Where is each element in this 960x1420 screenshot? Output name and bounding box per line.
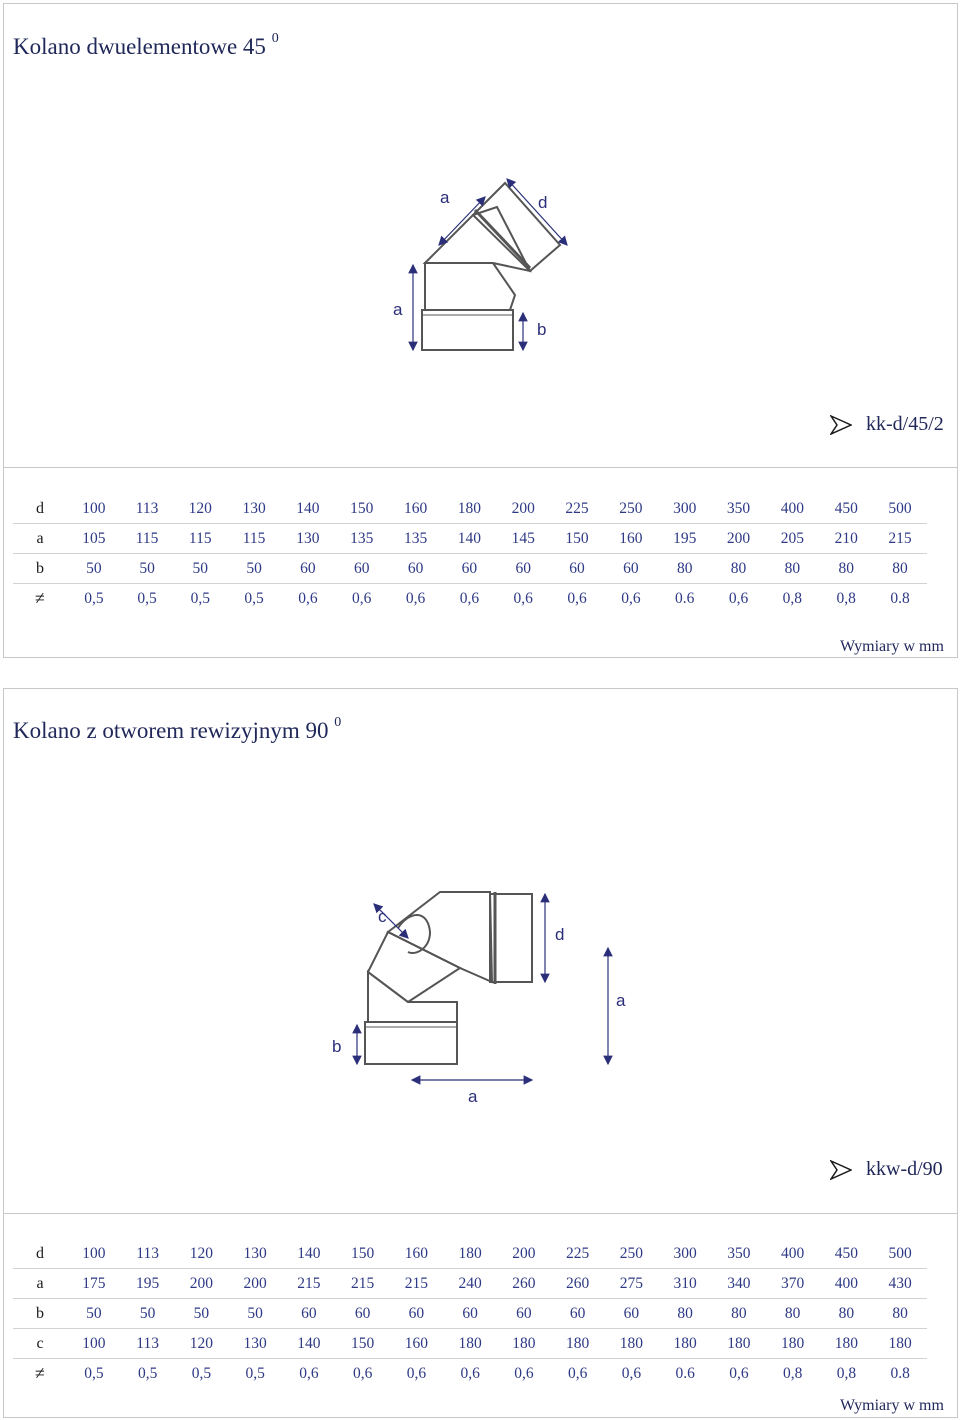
title-sup: 0 — [334, 715, 342, 730]
table-cell: 180 — [551, 1329, 605, 1359]
table-cell: 60 — [282, 1299, 336, 1329]
elbow-90-inspection-drawing — [320, 880, 640, 1110]
table-cell: 50 — [227, 554, 281, 584]
table-cell: 80 — [712, 554, 766, 584]
table-cell: 0,6 — [460, 1364, 480, 1382]
table-cell: 215 — [873, 524, 927, 554]
table-cell: 500 — [873, 1239, 927, 1269]
table-cell: 400 — [820, 1269, 874, 1299]
table-cell: 113 — [121, 1239, 175, 1269]
table-cell: 0,6 — [405, 589, 426, 607]
table-cell: 0,5 — [137, 589, 157, 607]
table-cell: 60 — [336, 1299, 390, 1329]
table-cell: 80 — [820, 1299, 874, 1329]
label-d: d — [555, 925, 565, 944]
table-cell: 0.6 — [675, 589, 695, 607]
table-row — [13, 584, 927, 614]
table-cell: 135 — [335, 524, 389, 554]
label-a-horizontal: a — [468, 1087, 478, 1106]
table-cell: 145 — [496, 524, 550, 554]
table-cell: 60 — [335, 554, 389, 584]
table-cell: 180 — [712, 1329, 766, 1359]
table-cell: 0,6 — [728, 589, 749, 607]
table-cell: 200 — [175, 1269, 229, 1299]
table-cell: 180 — [605, 1329, 659, 1359]
table-cell: 80 — [658, 1299, 712, 1329]
table-cell: 150 — [335, 494, 389, 524]
table-cell: 80 — [766, 1299, 820, 1329]
table-cell: 50 — [121, 554, 174, 584]
table-cell: 120 — [175, 1329, 229, 1359]
table-cell: 150 — [550, 524, 604, 554]
table-cell: 350 — [712, 1239, 766, 1269]
table-cell: 180 — [658, 1329, 712, 1359]
table-cell: 180 — [442, 494, 496, 524]
label-a-lower: a — [393, 300, 403, 319]
table-cell: 180 — [873, 1329, 927, 1359]
table-cell: 215 — [336, 1269, 390, 1299]
table-cell: 160 — [604, 524, 658, 554]
table-cell: 180 — [443, 1329, 497, 1359]
table-cell: 0,8 — [782, 1364, 803, 1382]
row-label: a — [13, 524, 67, 554]
spec-table-1 — [13, 494, 927, 613]
table-cell: 60 — [442, 554, 496, 584]
table-cell: 0,5 — [137, 1364, 158, 1382]
table-cell: 135 — [389, 524, 443, 554]
table-cell: 0.6 — [675, 1364, 695, 1382]
table-cell: 80 — [712, 1299, 766, 1329]
table-cell: 180 — [443, 1239, 497, 1269]
table-cell: 215 — [282, 1269, 336, 1299]
table-cell: 160 — [390, 1329, 444, 1359]
table-cell: 0,8 — [836, 589, 856, 607]
table-cell: 150 — [336, 1329, 390, 1359]
row-label: c — [13, 1329, 67, 1359]
arrowhead-bullet-icon — [830, 1160, 852, 1180]
table-cell: 0,8 — [836, 1364, 857, 1382]
label-a-upper: a — [440, 188, 450, 207]
arrowhead-bullet-icon — [830, 415, 852, 435]
table-cell: 80 — [873, 1299, 927, 1329]
page-title-2 — [13, 715, 342, 744]
table-cell: 0,6 — [621, 1364, 642, 1382]
table-cell: 0,6 — [406, 1364, 427, 1382]
table-cell: 200 — [496, 494, 550, 524]
table-cell: 0,5 — [190, 589, 210, 607]
table-cell: 0,8 — [782, 589, 803, 607]
table-cell: 260 — [497, 1269, 551, 1299]
row-label: a — [13, 1269, 67, 1299]
table-cell: 195 — [658, 524, 712, 554]
table-cell: 130 — [228, 1239, 282, 1269]
table-cell: 160 — [389, 494, 443, 524]
table-cell: 500 — [873, 494, 927, 524]
table-cell: 175 — [67, 1269, 121, 1299]
title-text: Kolano dwuelementowe 45 — [13, 34, 266, 59]
units-note-2: Wymiary w mm — [840, 1397, 944, 1414]
table-cell: 140 — [282, 1329, 336, 1359]
table-cell: 60 — [551, 1299, 605, 1329]
table-cell: 150 — [336, 1239, 390, 1269]
table-cell: 210 — [819, 524, 873, 554]
row-label: b — [13, 1299, 67, 1329]
table-cell: 0,6 — [514, 1364, 534, 1382]
table-row — [13, 1329, 927, 1359]
table-cell: 0.8 — [890, 1364, 910, 1382]
table-cell: 50 — [173, 554, 227, 584]
table-cell: 0,5 — [84, 1364, 104, 1382]
table-cell: 300 — [658, 1239, 712, 1269]
table-cell: 50 — [67, 1299, 121, 1329]
units-note-1: Wymiary w mm — [840, 638, 944, 655]
table-cell: 130 — [228, 1329, 282, 1359]
table-cell: 0.8 — [890, 589, 910, 607]
table-cell: 115 — [227, 524, 281, 554]
table-cell: 400 — [766, 1239, 820, 1269]
table-cell: 450 — [819, 494, 873, 524]
table-row — [13, 494, 927, 524]
label-b: b — [332, 1037, 342, 1056]
table-cell: 240 — [443, 1269, 497, 1299]
product-code-2 — [830, 1158, 943, 1181]
table-row — [13, 524, 927, 554]
table-cell: 0,6 — [621, 589, 641, 607]
table-cell: 80 — [873, 554, 927, 584]
table-cell: 450 — [820, 1239, 874, 1269]
table-cell: 60 — [550, 554, 604, 584]
table-cell: 113 — [121, 494, 174, 524]
table-cell: 50 — [175, 1299, 229, 1329]
table-cell: 250 — [604, 494, 658, 524]
table-cell: 0,6 — [459, 589, 480, 607]
table-cell: 0,6 — [352, 1364, 373, 1382]
table-cell: 0,6 — [729, 1364, 749, 1382]
label-b: b — [537, 320, 547, 339]
table-cell: 115 — [173, 524, 227, 554]
row-label: ≠ — [35, 588, 45, 608]
spec-table-2 — [13, 1239, 927, 1388]
table-cell: 0,6 — [567, 589, 587, 607]
table-cell: 50 — [121, 1299, 175, 1329]
table-row — [13, 1239, 927, 1269]
table-cell: 100 — [67, 1329, 121, 1359]
table-cell: 0,6 — [299, 1364, 319, 1382]
table-cell: 60 — [604, 554, 658, 584]
page-title-1 — [13, 31, 279, 60]
table-cell: 200 — [228, 1269, 282, 1299]
table-cell: 60 — [443, 1299, 497, 1329]
label-a-vertical: a — [616, 991, 626, 1010]
table-cell: 340 — [712, 1269, 766, 1299]
table-cell: 80 — [819, 554, 873, 584]
table-cell: 60 — [390, 1299, 444, 1329]
table-cell: 260 — [551, 1269, 605, 1299]
table-cell: 370 — [766, 1269, 820, 1299]
table-cell: 195 — [121, 1269, 175, 1299]
table-cell: 50 — [67, 554, 121, 584]
label-c: c — [378, 907, 387, 926]
table-cell: 100 — [67, 494, 121, 524]
table-row — [13, 1359, 927, 1389]
table-row — [13, 1299, 927, 1329]
table-cell: 0,5 — [245, 1364, 265, 1382]
table-cell: 130 — [227, 494, 281, 524]
table-cell: 105 — [67, 524, 121, 554]
table-cell: 225 — [550, 494, 604, 524]
label-d: d — [538, 193, 548, 212]
title-text: Kolano z otworem rewizyjnym 90 — [13, 718, 329, 743]
table-cell: 0,5 — [84, 589, 104, 607]
row-label: b — [13, 554, 67, 584]
product-code-1 — [830, 413, 944, 436]
table-cell: 115 — [121, 524, 174, 554]
table-cell: 310 — [658, 1269, 712, 1299]
table-cell: 100 — [67, 1239, 121, 1269]
table-row — [13, 1269, 927, 1299]
table-row — [13, 554, 927, 584]
table-cell: 120 — [175, 1239, 229, 1269]
table-cell: 0,6 — [567, 1364, 588, 1382]
table-cell: 140 — [281, 494, 335, 524]
row-label: d — [13, 1239, 67, 1269]
product-code-text: kk-d/45/2 — [866, 413, 944, 435]
table-cell: 0,5 — [191, 1364, 212, 1382]
table-cell: 80 — [658, 554, 712, 584]
title-sup: 0 — [271, 31, 279, 46]
table-cell: 430 — [873, 1269, 927, 1299]
table-cell: 200 — [712, 524, 766, 554]
table-cell: 140 — [282, 1239, 336, 1269]
row-label: d — [13, 494, 67, 524]
table-cell: 60 — [605, 1299, 659, 1329]
elbow-45-drawing — [375, 175, 615, 365]
table-cell: 205 — [765, 524, 819, 554]
table-cell: 250 — [605, 1239, 659, 1269]
table-cell: 130 — [281, 524, 335, 554]
table-cell: 200 — [497, 1239, 551, 1269]
table-cell: 300 — [658, 494, 712, 524]
table-cell: 225 — [551, 1239, 605, 1269]
table-cell: 215 — [390, 1269, 444, 1299]
table-cell: 350 — [712, 494, 766, 524]
table-cell: 50 — [228, 1299, 282, 1329]
table-cell: 60 — [497, 1299, 551, 1329]
table-cell: 400 — [765, 494, 819, 524]
table-cell: 0,5 — [244, 589, 264, 607]
table-cell: 180 — [766, 1329, 820, 1359]
table-cell: 0,6 — [513, 589, 533, 607]
table-cell: 60 — [281, 554, 335, 584]
table-cell: 80 — [765, 554, 819, 584]
table-cell: 0,6 — [352, 589, 372, 607]
table-cell: 120 — [173, 494, 227, 524]
table-cell: 140 — [442, 524, 496, 554]
product-code-text: kkw-d/90 — [866, 1158, 943, 1180]
table-cell: 275 — [605, 1269, 659, 1299]
table-cell: 180 — [820, 1329, 874, 1359]
table-cell: 113 — [121, 1329, 175, 1359]
table-cell: 180 — [497, 1329, 551, 1359]
table-cell: 160 — [390, 1239, 444, 1269]
table-cell: 60 — [389, 554, 443, 584]
table-cell: 0,6 — [298, 589, 318, 607]
table-cell: 60 — [496, 554, 550, 584]
row-label: ≠ — [35, 1363, 45, 1383]
